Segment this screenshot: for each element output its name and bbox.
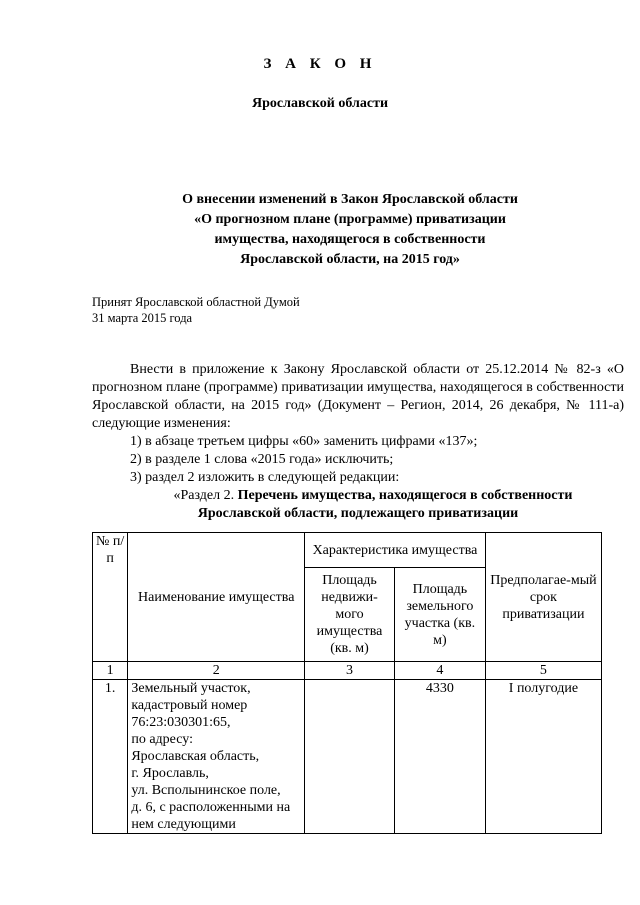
header-num: № п/п xyxy=(93,533,128,662)
row-name-line: ул. Всполынинское поле, xyxy=(131,783,281,798)
title-line-1: О внесении изменений в Закон Ярославской области xyxy=(182,192,518,207)
section-title-line-1: Перечень имущества, находящегося в собственности xyxy=(237,488,573,503)
row-name-line: Ярославская область, xyxy=(131,749,260,764)
column-number: 1 xyxy=(93,662,128,680)
row-term: I полугодие xyxy=(485,680,601,834)
header-area-land: Площадь земельного участка (кв. м) xyxy=(394,568,485,662)
table-row xyxy=(93,680,602,834)
row-name-line: д. 6, с расположенными на xyxy=(131,800,291,815)
column-number: 4 xyxy=(394,662,485,680)
document-title xyxy=(100,190,600,270)
title-line-4: Ярославской области, на 2015 год» xyxy=(240,252,460,267)
row-name xyxy=(128,680,305,834)
section-prefix: «Раздел 2. xyxy=(173,488,238,503)
row-name-line: 76:23:030301:65, xyxy=(131,715,231,730)
row-num: 1. xyxy=(93,680,128,834)
section-heading xyxy=(92,487,624,505)
adoption-date: 31 марта 2015 года xyxy=(92,311,193,325)
header-name: Наименование имущества xyxy=(128,533,305,662)
section-title-line-2: Ярославской области, подлежащего приватизации xyxy=(197,506,519,521)
adoption-line-1: Принят Ярославской областной Думой xyxy=(92,295,300,309)
row-area-land: 4330 xyxy=(394,680,485,834)
header-characteristics: Характеристика имущества xyxy=(305,533,486,568)
row-area-building xyxy=(305,680,395,834)
document-kind: З А К О Н xyxy=(263,56,377,72)
row-name-line: кадастровый номер xyxy=(131,698,248,713)
law-body xyxy=(92,361,624,523)
row-name-line: нем следующими xyxy=(131,817,236,832)
header-term: Предполагае-мый срок приватизации xyxy=(485,533,601,662)
amendment-item-1: 1) в абзаце третьем цифры «60» заменить цифрами «137»; xyxy=(130,434,478,449)
row-name-line: г. Ярославль, xyxy=(131,766,209,781)
column-number: 3 xyxy=(305,662,395,680)
column-number: 2 xyxy=(128,662,305,680)
title-line-3: имущества, находящегося в собственности xyxy=(214,232,486,247)
column-number-row xyxy=(93,662,602,680)
column-number: 5 xyxy=(485,662,601,680)
property-table xyxy=(92,532,602,834)
amendment-item-3: 3) раздел 2 изложить в следующей редакции: xyxy=(130,470,400,485)
row-name-line: по адресу: xyxy=(131,732,193,747)
adoption-note xyxy=(92,294,300,326)
amendment-item-2: 2) в разделе 1 слова «2015 года» исключить; xyxy=(130,452,394,467)
intro-paragraph: Внести в приложение к Закону Ярославской области от 25.12.2014 № 82-з «О прогнозном плане (программе) приватизации имущества, находящегося в собственности Ярославской области, на 2015 год» (Документ – Регион, 2014, 26 декабря, № 111-а) следующие изменения: xyxy=(92,362,624,431)
table-header-row xyxy=(93,533,602,568)
row-name-line: Земельный участок, xyxy=(131,681,251,696)
title-line-2: «О прогнозном плане (программе) приватизации xyxy=(194,212,506,227)
header-area-building: Площадь недвижи-мого имущества (кв. м) xyxy=(305,568,395,662)
document-region: Ярославской области xyxy=(251,96,389,111)
